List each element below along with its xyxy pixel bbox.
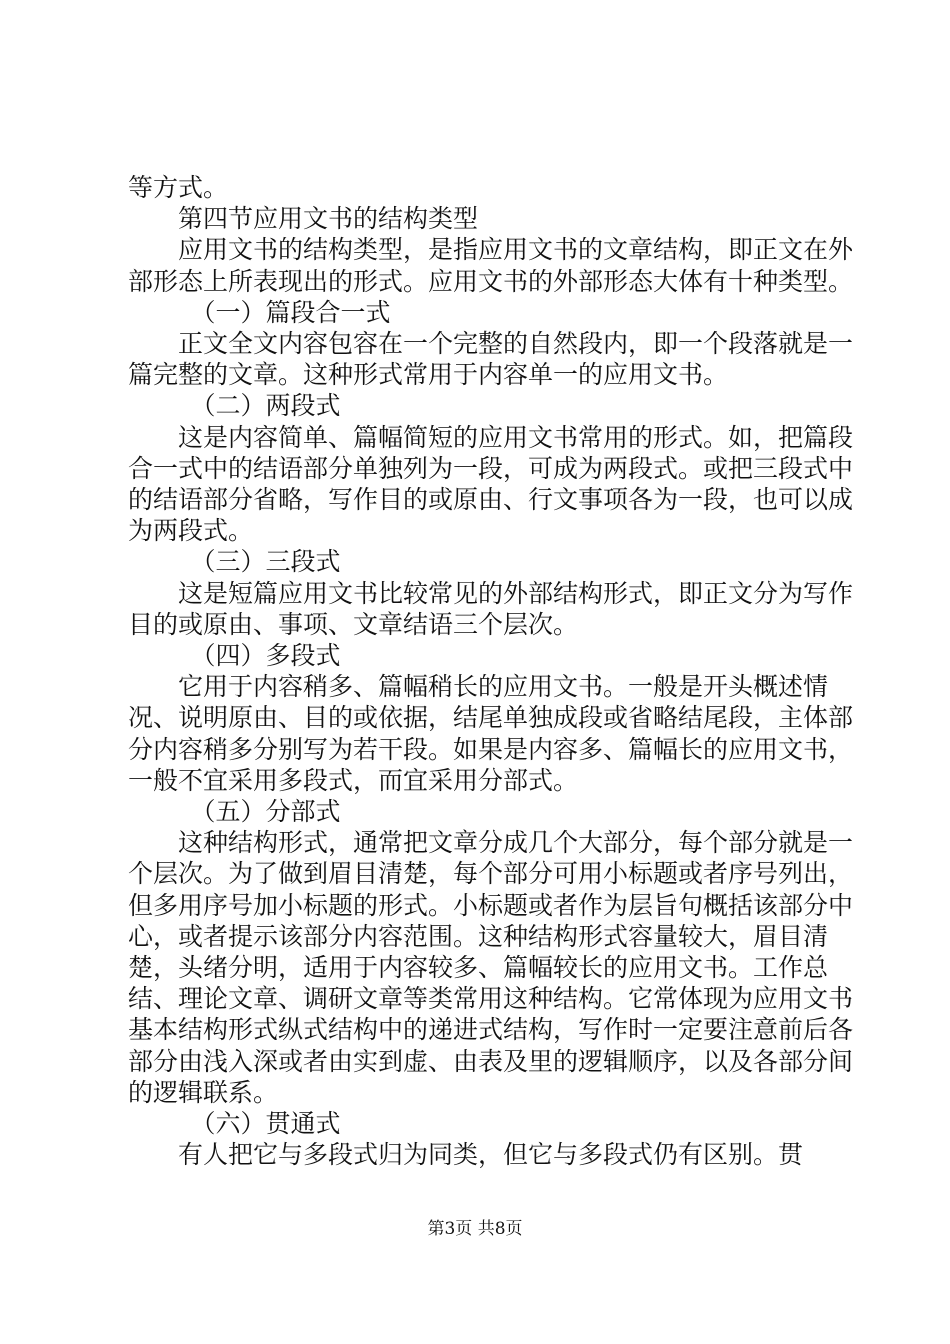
page-number-label: 第3页 共8页 xyxy=(427,1219,523,1239)
paragraph-6: 有人把它与多段式归为同类，但它与多段式仍有区别。贯 xyxy=(178,1140,804,1170)
paragraph-5: 这种结构形式，通常把文章分成几个大部分，每个部分就是一个层次。为了做到眉目清楚，每个部分可用小标题或者序号列出，但多用序号加小标题的形式。小标题或者作为层旨句概括该部分中心，或者提示该部分内容范围。这种结构形式容量较大，眉目清楚，头绪分明，适用于内容较多、篇幅较长的应用文书。工作总结、理论文章、调研文章等类常用这种结构。它常体现为应用文书基本结构形式纵式结构中的递进式结构，写作时一定要注意前后各部分由浅入深或者由实到虚、由表及里的逻辑顺序，以及各部分间的逻辑联系。 xyxy=(128,828,854,1107)
paragraph-intro: 应用文书的结构类型，是指应用文书的文章结构，即正文在外部形态上所表现出的形式。应用文书的外部形态大体有十种类型。 xyxy=(128,235,854,296)
page-footer xyxy=(0,1214,950,1239)
subheading-6: （六）贯通式 xyxy=(190,1109,341,1139)
subheading-3: （三）三段式 xyxy=(190,547,341,577)
paragraph-4: 它用于内容稍多、篇幅稍长的应用文书。一般是开头概述情况、说明原由、目的或依据，结尾单独成段或省略结尾段，主体部分内容稍多分别写为若干段。如果是内容多、篇幅长的应用文书，一般不宜采用多段式，而宜采用分部式。 xyxy=(128,672,854,795)
document-body xyxy=(128,172,868,1171)
paragraph-3: 这是短篇应用文书比较常见的外部结构形式，即正文分为写作目的或原由、事项、文章结语三个层次。 xyxy=(128,578,854,639)
paragraph-2: 这是内容简单、篇幅简短的应用文书常用的形式。如，把篇段合一式中的结语部分单独列为一段，可成为两段式。或把三段式中的结语部分省略，写作目的或原由、行文事项各为一段，也可以成为两段式。 xyxy=(128,422,854,546)
paragraph-1: 正文全文内容包容在一个完整的自然段内，即一个段落就是一篇完整的文章。这种形式常用于内容单一的应用文书。 xyxy=(128,329,854,390)
section-heading: 第四节应用文书的结构类型 xyxy=(178,204,479,234)
subheading-5: （五）分部式 xyxy=(190,797,341,827)
paragraph-continuation: 等方式。 xyxy=(128,173,229,202)
subheading-1: （一）篇段合一式 xyxy=(190,297,391,327)
subheading-4: （四）多段式 xyxy=(190,641,341,671)
subheading-2: （二）两段式 xyxy=(190,391,341,421)
